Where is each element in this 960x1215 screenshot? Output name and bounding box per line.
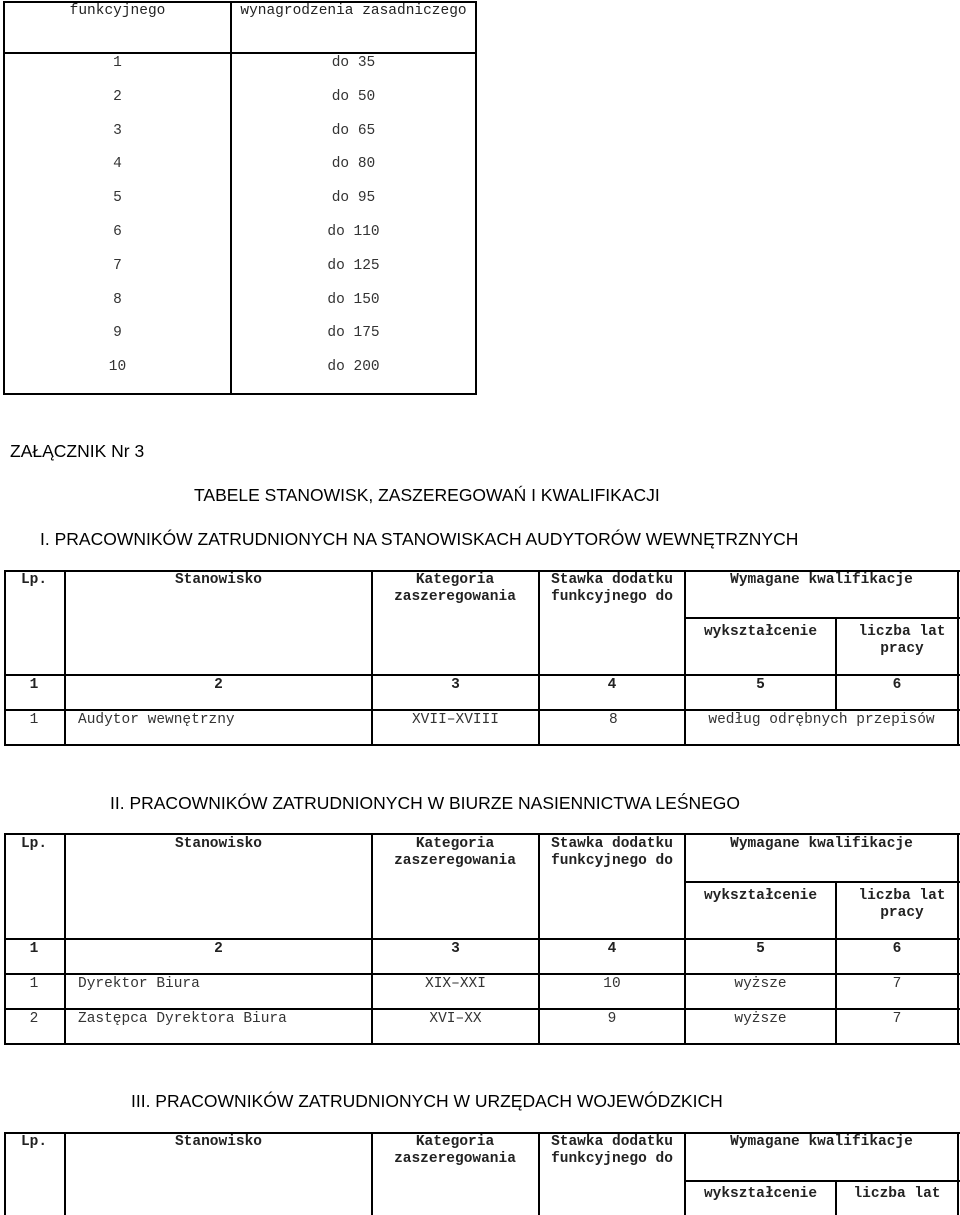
annex-title: ZAŁĄCZNIK Nr 3 [10, 441, 145, 461]
s1-header-stawka: Stawka dodatku funkcyjnego do [551, 572, 673, 605]
s1-cell-kwalifikacje: według odrębnych przepisów [708, 712, 935, 728]
s2-colnum: 5 [756, 941, 765, 957]
s2-cell-wyksztalcenie: wyższe [734, 976, 787, 992]
top-table-cell-col1: 2 [113, 88, 122, 105]
s2-colnum: 2 [214, 941, 223, 957]
s2-cell-lp: 1 [29, 976, 39, 992]
s3-header-wymagane: Wymagane kwalifikacje [730, 1134, 913, 1150]
top-table-cell-col2: do 150 [327, 291, 380, 308]
top-table-cell-col1: 6 [113, 224, 122, 240]
top-table-cell-col2: do 80 [331, 156, 376, 173]
s1-header-lp: Lp. [20, 572, 48, 588]
s2-colnum: 1 [29, 941, 39, 957]
top-table-cell-col1: 10 [108, 359, 127, 376]
top-table-cell-col2: do 95 [331, 190, 376, 207]
top-table-cell-col2: do 50 [331, 88, 376, 105]
top-table-cell-col1: 8 [113, 291, 122, 308]
top-table-header-col2: wynagrodzenia zasadniczego [240, 3, 467, 19]
main-title: TABELE STANOWISK, ZASZEREGOWAŃ I KWALIFIKACJI [194, 485, 660, 505]
s3-header-kategoria: Kategoria zaszeregowania [394, 1134, 516, 1167]
s2-header-lp: Lp. [20, 836, 48, 852]
s2-cell-lata: 7 [892, 976, 902, 992]
s1-cell-stanowisko: Audytor wewnętrzny [78, 712, 235, 728]
s2-colnum: 4 [607, 941, 617, 957]
top-table-cell-col2: do 65 [331, 122, 376, 139]
s1-header-wyksztalcenie: wykształcenie [703, 624, 818, 640]
section3-title: III. PRACOWNIKÓW ZATRUDNIONYCH W URZĘDACH WOJEWÓDZKICH [131, 1091, 723, 1111]
s2-cell-stawka: 9 [607, 1011, 617, 1027]
section1-title: I. PRACOWNIKÓW ZATRUDNIONYCH NA STANOWISKACH AUDYTORÓW WEWNĘTRZNYCH [40, 529, 799, 549]
s3-header-lp: Lp. [20, 1134, 48, 1150]
s1-cell-lp: 1 [29, 712, 39, 728]
top-table-cell-col1: 3 [113, 122, 122, 139]
s2-cell-stawka: 10 [603, 976, 621, 992]
section2-title: II. PRACOWNIKÓW ZATRUDNIONYCH W BIURZE NASIENNICTWA LEŚNEGO [110, 793, 741, 813]
s1-cell-kategoria: XVII–XVIII [411, 712, 499, 728]
s3-header-stawka: Stawka dodatku funkcyjnego do [551, 1134, 673, 1167]
s1-colnum: 2 [214, 677, 223, 693]
s2-header-wyksztalcenie: wykształcenie [703, 888, 818, 904]
top-table-cell-col1: 1 [113, 55, 122, 71]
top-table-cell-col1: 9 [113, 325, 122, 342]
top-table-header-col1: funkcyjnego [69, 3, 166, 19]
s2-cell-stanowisko: Zastępca Dyrektora Biura [78, 1011, 287, 1027]
s3-header-lata: liczba lat [853, 1186, 941, 1202]
top-table-cell-col1: 7 [113, 257, 122, 274]
s2-header-wymagane: Wymagane kwalifikacje [730, 836, 913, 852]
s2-cell-kategoria: XVI–XX [429, 1011, 482, 1027]
top-table-cell-col1: 5 [113, 190, 122, 207]
top-table-cell-col2: do 175 [327, 325, 380, 342]
top-table-cell-col2: do 110 [327, 224, 380, 240]
s1-colnum: 3 [451, 677, 460, 693]
s2-cell-lata: 7 [892, 1011, 902, 1027]
top-table-cell-col1: 4 [113, 156, 122, 173]
top-table-cell-col2: do 200 [327, 359, 380, 376]
s2-header-kategoria: Kategoria zaszeregowania [394, 836, 516, 869]
s2-colnum: 6 [892, 941, 902, 957]
s1-header-stanowisko: Stanowisko [174, 572, 262, 588]
s1-header-wymagane: Wymagane kwalifikacje [730, 572, 913, 588]
s2-header-stawka: Stawka dodatku funkcyjnego do [551, 836, 673, 869]
s1-colnum: 5 [756, 677, 765, 693]
s2-cell-kategoria: XIX–XXI [425, 976, 486, 992]
s2-colnum: 3 [451, 941, 460, 957]
top-table-cell-col2: do 35 [331, 55, 376, 71]
s1-colnum: 6 [892, 677, 902, 693]
s1-colnum: 1 [29, 677, 39, 693]
s1-header-kategoria: Kategoria zaszeregowania [394, 572, 516, 605]
s3-header-stanowisko: Stanowisko [174, 1134, 262, 1150]
s2-cell-lp: 2 [29, 1011, 39, 1027]
s1-header-lata: liczba lat pracy [858, 624, 946, 657]
s2-cell-stanowisko: Dyrektor Biura [78, 976, 200, 992]
s2-cell-wyksztalcenie: wyższe [734, 1011, 787, 1027]
s2-header-stanowisko: Stanowisko [174, 836, 262, 852]
s1-cell-stawka: 8 [609, 712, 618, 728]
s2-header-lata: liczba lat pracy [858, 888, 946, 921]
top-table-cell-col2: do 125 [327, 257, 380, 274]
s1-colnum: 4 [607, 677, 617, 693]
s3-header-wyksztalcenie: wykształcenie [703, 1186, 818, 1202]
